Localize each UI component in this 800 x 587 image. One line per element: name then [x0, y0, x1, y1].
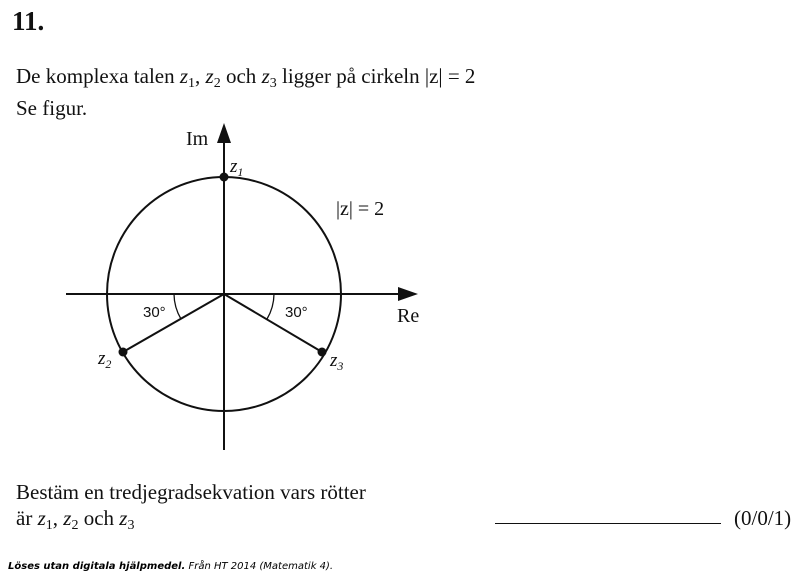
see-figure: Se figur. — [16, 96, 88, 120]
circle-label: |z| = 2 — [336, 198, 385, 220]
angle-label-right: 30° — [285, 304, 308, 321]
real-axis-arrow-icon — [398, 287, 418, 301]
task-z3: z — [119, 506, 128, 530]
task-line-1: Bestäm en tredjegradsekvation vars rötter — [16, 480, 366, 504]
label-z1-sub: 1 — [237, 165, 244, 179]
task-och: och — [83, 506, 115, 530]
radius-line-z2 — [123, 294, 224, 352]
label-z1-z: z — [230, 156, 238, 177]
task-z3-sub: 3 — [127, 518, 135, 533]
label-z2 — [97, 348, 111, 371]
label-z3-sub: 3 — [337, 359, 344, 373]
intro-prefix: De komplexa talen — [16, 64, 175, 88]
intro-z2: z — [205, 64, 214, 88]
intro-z1-sub: 1 — [188, 76, 196, 91]
angle-arc-left — [174, 294, 181, 319]
footer-bold: Löses utan digitala hjälpmedel. — [8, 561, 186, 572]
angle-label-left: 30° — [143, 304, 166, 321]
footer-source: Från HT 2014 (Matematik 4). — [188, 561, 334, 572]
footer-note — [8, 561, 333, 572]
intro-modulus: |z| = 2 — [424, 64, 476, 88]
angle-arc-right — [267, 294, 274, 319]
intro-comma: , — [195, 64, 201, 88]
task-z2-sub: 2 — [71, 518, 79, 533]
intro-z2-sub: 2 — [213, 76, 221, 91]
label-z3-z: z — [330, 350, 338, 371]
task-comma: , — [52, 506, 59, 530]
task-prefix: är — [16, 506, 33, 530]
answer-line — [495, 523, 721, 524]
intro-z3: z — [261, 64, 270, 88]
intro-z1: z — [179, 64, 189, 88]
intro-mid: ligger på cirkeln — [282, 64, 420, 88]
point-z1 — [220, 173, 229, 182]
task-line-2 — [16, 506, 134, 531]
label-z2-sub: 2 — [105, 357, 112, 371]
points-score: (0/0/1) — [734, 506, 792, 530]
label-z2-z: z — [98, 348, 106, 369]
task-z2: z — [63, 506, 72, 530]
task-z1-sub: 1 — [45, 518, 53, 533]
label-z3 — [329, 350, 343, 373]
task-z1: z — [37, 506, 46, 530]
im-label: Im — [186, 128, 209, 150]
point-z2 — [119, 348, 128, 357]
intro-z3-sub: 3 — [269, 76, 277, 91]
intro-och: och — [225, 64, 257, 88]
label-z1 — [229, 156, 243, 179]
problem-number: 11. — [12, 6, 45, 36]
re-label: Re — [397, 305, 420, 327]
point-z3 — [318, 348, 327, 357]
imaginary-axis-arrow-icon — [217, 123, 231, 143]
